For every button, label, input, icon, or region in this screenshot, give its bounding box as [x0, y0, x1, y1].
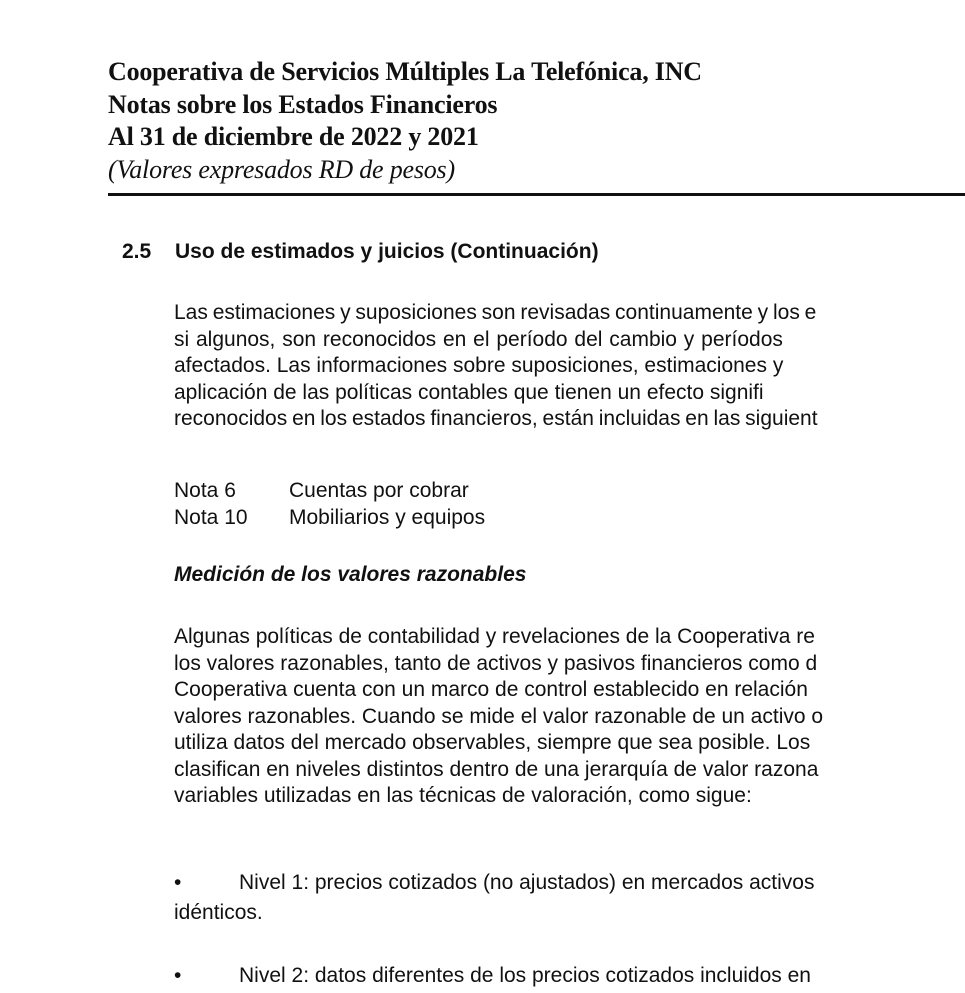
paragraph-fair-value [174, 624, 965, 810]
section-title [122, 240, 599, 264]
bullet-line [174, 868, 965, 898]
text-line: utiliza datos del mercado observables, siempre que sea posible. Los [174, 731, 811, 754]
bullet-continuation: idénticos. [174, 901, 263, 924]
text-line: los valores razonables, tanto de activos y pasivos financieros como d [174, 651, 818, 675]
bullet-item [174, 868, 965, 928]
text-line: Algunas políticas de contabilidad y revelaciones de la Cooperativa re [174, 625, 815, 648]
note-code: Nota 10 [174, 505, 248, 529]
text-line: reconocidos en los estados financieros, están incluidas en las siguient [174, 407, 818, 430]
header-rule [108, 193, 965, 196]
currency-note: (Valores expresados RD de pesos) [108, 154, 455, 184]
bullet-symbol: • [174, 964, 182, 987]
note-row [174, 478, 485, 505]
subheading: Medición de los valores razonables [174, 563, 527, 586]
note-code: Nota 6 [174, 479, 236, 502]
document-title: Notas sobre los Estados Financieros [108, 89, 498, 119]
document-date: Al 31 de diciembre de 2022 y 2021 [108, 122, 479, 151]
text-line: afectados. Las informaciones sobre suposiciones, estimaciones y [174, 354, 784, 377]
bullet-symbol: • [174, 871, 182, 894]
note-row [174, 505, 485, 532]
bullet-item [174, 961, 965, 991]
text-line: aplicación de las políticas contables que tienen un efecto signifi [174, 380, 764, 404]
note-label: Cuentas por cobrar [289, 479, 469, 502]
paragraph-estimates [174, 300, 965, 433]
text-line: variables utilizadas en las técnicas de valoración, como sigue: [174, 784, 752, 807]
note-label: Mobiliarios y equipos [289, 505, 486, 529]
bullet-text: Nivel 1: precios cotizados (no ajustados) en mercados activos [239, 871, 815, 894]
bullet-line [174, 961, 965, 991]
bullet-text: Nivel 2: datos diferentes de los precios cotizados incluidos en [239, 964, 811, 987]
notes-list [174, 478, 485, 531]
section-number: 2.5 [122, 240, 152, 263]
text-line: Cooperativa cuenta con un marco de control establecido en relación [174, 678, 808, 701]
text-line: Las estimaciones y suposiciones son revisadas continuamente y los e [174, 301, 817, 324]
text-line: si algunos, son reconocidos en el período del cambio y períodos [174, 327, 783, 351]
company-name: Cooperativa de Servicios Múltiples La Telefónica, INC [108, 57, 702, 86]
text-line: valores razonables. Cuando se mide el valor razonable de un activo o [174, 704, 824, 728]
section-heading: Uso de estimados y juicios (Continuación) [175, 240, 599, 263]
text-line: clasifican en niveles distintos dentro de una jerarquía de valor razona [174, 757, 819, 781]
document-header [108, 56, 702, 186]
